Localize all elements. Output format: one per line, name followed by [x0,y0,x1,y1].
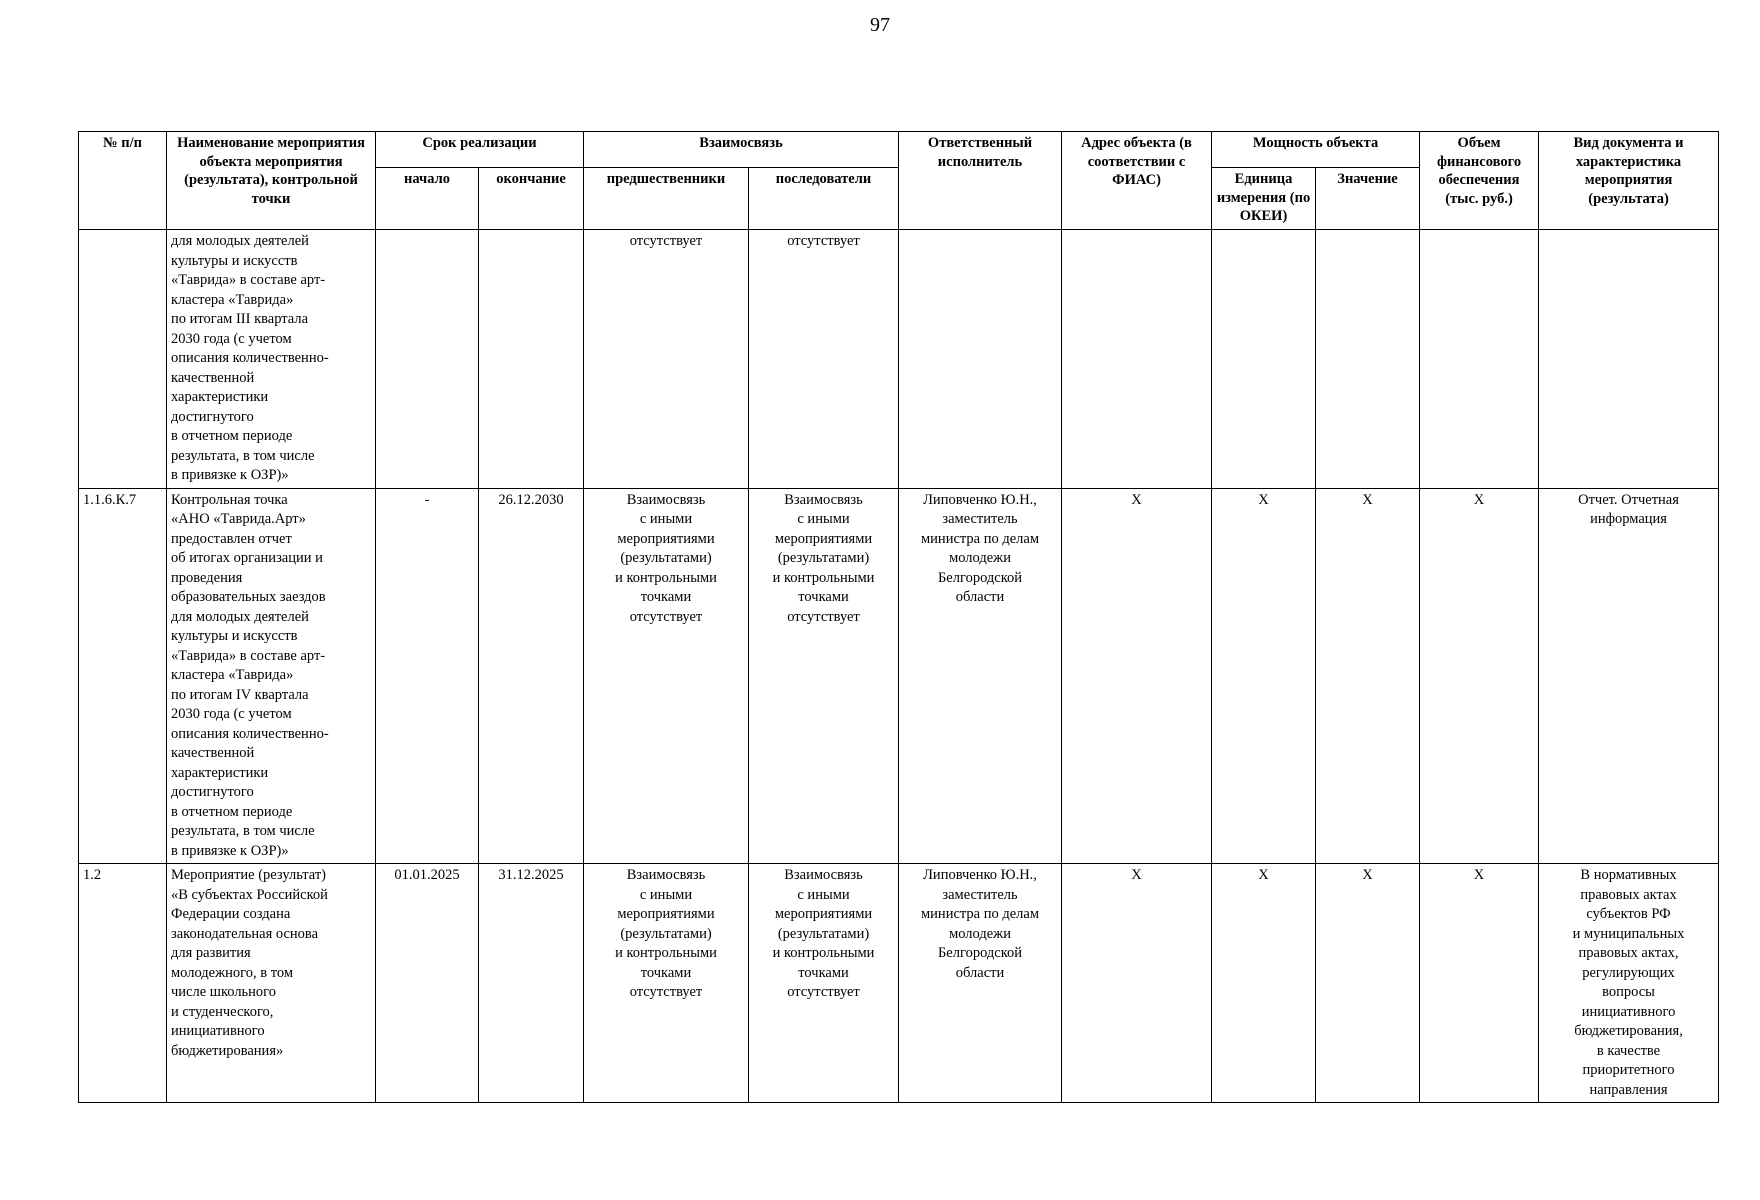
cell-end: 26.12.2030 [479,488,584,864]
cell-predecessors: отсутствует [584,230,749,489]
cell-num: 1.1.6.К.7 [79,488,167,864]
header-num: № п/п [79,132,167,230]
table-row [79,488,1719,864]
cell-successors: Взаимосвязь с иными мероприятиями (результатами) и контрольными точками отсутствует [749,864,899,1103]
cell-unit [1212,230,1316,489]
cell-responsible [899,230,1062,489]
cell-predecessors: Взаимосвязь с иными мероприятиями (результатами) и контрольными точками отсутствует [584,864,749,1103]
header-start: начало [376,168,479,230]
cell-value: Х [1316,488,1420,864]
cell-doc-type: В нормативных правовых актах субъектов РФ и муниципальных правовых актах, регулирующих вопросы инициативного бюджетирования, в качестве приоритетного направления [1539,864,1719,1103]
cell-successors: отсутствует [749,230,899,489]
cell-name: Мероприятие (результат) «В субъектах Российской Федерации создана законодательная основа для развития молодежного, в том числе школьного и студенческого, инициативного бюджетирования» [167,864,376,1103]
header-finance: Объем финансового обеспечения (тыс. руб.) [1420,132,1539,230]
header-value: Значение [1316,168,1420,230]
cell-responsible: Липовченко Ю.Н., заместитель министра по делам молодежи Белгородской области [899,864,1062,1103]
page-number: 97 [870,14,890,36]
cell-unit: Х [1212,864,1316,1103]
cell-address [1062,230,1212,489]
cell-finance: Х [1420,864,1539,1103]
cell-predecessors: Взаимосвязь с иными мероприятиями (результатами) и контрольными точками отсутствует [584,488,749,864]
header-end: окончание [479,168,584,230]
cell-doc-type: Отчет. Отчетная информация [1539,488,1719,864]
cell-address: Х [1062,864,1212,1103]
cell-responsible: Липовченко Ю.Н., заместитель министра по делам молодежи Белгородской области [899,488,1062,864]
cell-successors: Взаимосвязь с иными мероприятиями (результатами) и контрольными точками отсутствует [749,488,899,864]
header-doc-type: Вид документа и характеристика мероприятия (результата) [1539,132,1719,230]
cell-value [1316,230,1420,489]
cell-start: - [376,488,479,864]
header-period: Срок реализации [376,132,584,168]
table-row [79,864,1719,1103]
header-capacity: Мощность объекта [1212,132,1420,168]
cell-unit: Х [1212,488,1316,864]
cell-end: 31.12.2025 [479,864,584,1103]
cell-name: Контрольная точка «АНО «Таврида.Арт» предоставлен отчет об итогах организации и проведения образовательных заездов для молодых деятелей культуры и искусств «Таврида» в составе арт- кластера «Таврида» по итогам IV квартала 2030 года (с учетом описания количественно- качественной характеристики достигнутого в отчетном периоде результата, в том числе в привязке к ОЗР)» [167,488,376,864]
header-successors: последователи [749,168,899,230]
cell-doc-type [1539,230,1719,489]
cell-finance: Х [1420,488,1539,864]
cell-address: Х [1062,488,1212,864]
plan-table [78,131,1719,1103]
header-unit: Единица измерения (по ОКЕИ) [1212,168,1316,230]
cell-start [376,230,479,489]
cell-finance [1420,230,1539,489]
cell-end [479,230,584,489]
header-name: Наименование мероприятия объекта мероприятия (результата), контрольной точки [167,132,376,230]
header-predecessors: предшественники [584,168,749,230]
cell-num: 1.2 [79,864,167,1103]
cell-start: 01.01.2025 [376,864,479,1103]
cell-num [79,230,167,489]
header-relation: Взаимосвязь [584,132,899,168]
cell-name: для молодых деятелей культуры и искусств «Таврида» в составе арт- кластера «Таврида» по итогам III квартала 2030 года (с учетом описания количественно- качественной характеристики достигнутого в отчетном периоде результата, в том числе в привязке к ОЗР)» [167,230,376,489]
table-row [79,230,1719,489]
cell-value: Х [1316,864,1420,1103]
header-address: Адрес объекта (в соответствии с ФИАС) [1062,132,1212,230]
header-responsible: Ответственный исполнитель [899,132,1062,230]
